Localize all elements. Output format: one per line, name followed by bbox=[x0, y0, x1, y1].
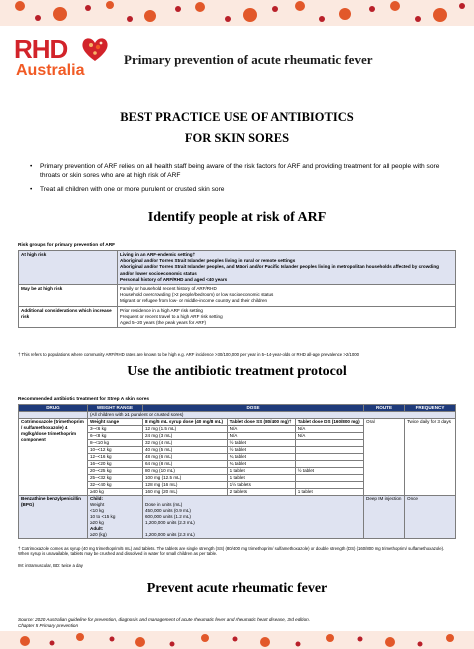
cell-weight: 10–<12 kg bbox=[88, 447, 143, 454]
risk-groups-table bbox=[18, 250, 456, 328]
cell-weight: 6–<8 kg bbox=[88, 433, 143, 440]
rhd-australia-logo bbox=[14, 34, 114, 80]
cell-ds: ½ tablet bbox=[295, 468, 363, 475]
table-header-row bbox=[19, 405, 456, 412]
risk-table-caption: Risk groups for primary prevention of ARF bbox=[18, 243, 116, 248]
cell-syrup: 24 mg (3 mL) bbox=[143, 433, 228, 440]
cell-weight: 3–<6 kg bbox=[88, 426, 143, 433]
cotrim-frequency: Twice daily for 3 days bbox=[405, 419, 456, 496]
bpg-weight-line: ≥20 kg bbox=[90, 520, 104, 525]
col-header-frequency: FREQUENCY bbox=[405, 405, 456, 412]
bpg-dose-line: Dose in units (mL) bbox=[145, 502, 183, 507]
cell-ss: 1 tablet bbox=[227, 475, 295, 482]
cell-weight: 20–<25 kg bbox=[88, 468, 143, 475]
table-row bbox=[19, 412, 456, 419]
cell-ds bbox=[295, 440, 363, 447]
risk-items bbox=[118, 285, 456, 307]
logo-text-australia: Australia bbox=[16, 62, 85, 79]
cell-ss: 1½ tablets bbox=[227, 482, 295, 489]
blank-cell bbox=[19, 412, 88, 419]
risk-item: Prior residence in a high ARF risk setting bbox=[120, 307, 203, 313]
risk-item: Frequent or recent travel to a high ARF risk setting bbox=[120, 313, 223, 319]
risk-table-footnote: † This refers to populations where community ARF/RHD rates are known to be high e.g. ARF incidence >30/100,000 per year in 5–14-year-olds or RHD all-age prevalence >2/1000 bbox=[18, 352, 359, 357]
cell-ss: ¾ tablet bbox=[227, 454, 295, 461]
section-heading-prevent: Prevent acute rheumatic fever bbox=[146, 581, 328, 596]
cell-syrup: 128 mg (16 mL) bbox=[143, 482, 228, 489]
table-row bbox=[19, 496, 456, 539]
cell-ss: 2 tablets bbox=[227, 489, 295, 496]
cell-ds: 1 tablet bbox=[295, 489, 363, 496]
cell-weight: ≥40 kg bbox=[88, 489, 143, 496]
cell-ss: ½ tablet bbox=[227, 447, 295, 454]
bpg-route: Deep IM injection bbox=[364, 496, 405, 539]
cell-ss: ½ tablet bbox=[227, 440, 295, 447]
antibiotic-table bbox=[18, 404, 456, 539]
section-heading-use: Use the antibiotic treatment protocol bbox=[127, 364, 347, 379]
risk-item: Aboriginal and/or Torres Strait Islander peoples living in rural or remote settings bbox=[120, 258, 296, 264]
col-header-dose: DOSE bbox=[143, 405, 364, 412]
bpg-weights bbox=[88, 496, 143, 539]
col-header-drug: DRUG bbox=[19, 405, 88, 412]
risk-item: Migrant or refugee from low- or middle-income country and their children bbox=[120, 298, 268, 304]
risk-item: Aged 5–20 years (the peak years for ARF) bbox=[120, 320, 207, 326]
cell-ss: N/A bbox=[227, 426, 295, 433]
bpg-frequency: Once bbox=[405, 496, 456, 539]
antibiotic-footnote: † Cotrimoxazole comes as syrup (40 mg trimethoprim/5 mL) and tablets. The tablets are single strength (SS) (80/400 mg trimethoprim/ sulfamethoxazole) or double strength (DS) (160/800 mg trimethoprim/ sulfamethoxazole). When syrup is unavailable, tablets may be crushed and dissolved in water for small children as per table. bbox=[18, 546, 445, 557]
cell-ds bbox=[295, 447, 363, 454]
bpg-weight-line: Child: bbox=[90, 496, 104, 501]
col-header-weight: WEIGHT RANGE bbox=[88, 405, 143, 412]
sub-header: Tablet dose SS (80/400 mg)† bbox=[227, 419, 295, 426]
risk-item: Family or household recent history of ARF/RHD bbox=[120, 286, 217, 292]
bpg-dose-line: 600,000 units (1.2 mL) bbox=[145, 514, 191, 519]
bullet-item: • Primary prevention of ARF relies on all health staff being aware of the risk factors for ARF and providing treatment for all people with sore throats or skin sores who are at high risk of ARF bbox=[30, 162, 458, 180]
risk-item: Living in an ARF-endemic setting† bbox=[120, 252, 196, 257]
cell-weight: 16–<20 kg bbox=[88, 461, 143, 468]
cell-ss: ¾ tablet bbox=[227, 461, 295, 468]
cell-syrup: 48 mg (6 mL) bbox=[143, 454, 228, 461]
bpg-weight-line: <10 kg bbox=[90, 508, 104, 513]
sub-header: Weight range bbox=[88, 419, 143, 426]
table-row bbox=[19, 285, 456, 307]
page-title: Primary prevention of acute rheumatic fever bbox=[124, 52, 373, 67]
heart-icon bbox=[80, 34, 110, 64]
decorative-dot-band-top bbox=[0, 0, 474, 26]
risk-items bbox=[118, 306, 456, 328]
risk-label: Additional considerations which increase risk bbox=[19, 306, 118, 328]
risk-label: May be at high risk bbox=[19, 285, 118, 307]
cotrim-route: Oral bbox=[364, 419, 405, 496]
source-line: Chapter 5 Primary prevention bbox=[18, 623, 79, 628]
risk-item: Personal history of ARF/RHD and aged <40 years bbox=[120, 276, 228, 282]
best-practice-title-line1: BEST PRACTICE USE OF ANTIBIOTICS bbox=[120, 110, 354, 124]
table-row bbox=[19, 306, 456, 328]
risk-item: Household overcrowding (>2 people/bedroom) or low socioeconomic status bbox=[120, 292, 274, 298]
risk-items bbox=[118, 251, 456, 285]
cell-weight: 12–<16 kg bbox=[88, 454, 143, 461]
bullet-item: • Treat all children with one or more purulent or crusted skin sore bbox=[30, 185, 458, 194]
table-row bbox=[19, 251, 456, 285]
cell-ds: N/A bbox=[295, 426, 363, 433]
bpg-dose-line: 1,200,000 units (2.3 mL) bbox=[145, 532, 195, 537]
source-citation bbox=[18, 617, 310, 629]
bpg-weight-line: Adult: bbox=[90, 526, 104, 531]
cell-syrup: 32 mg (4 mL) bbox=[143, 440, 228, 447]
cell-ds bbox=[295, 475, 363, 482]
cell-syrup: 40 mg (5 mL) bbox=[143, 447, 228, 454]
cell-syrup: 64 mg (8 mL) bbox=[143, 461, 228, 468]
source-line: Source: 2020 Australian guideline for prevention, diagnosis and management of acute rheumatic fever and rheumatic heart disease, 3rd edition. bbox=[18, 617, 310, 622]
drug-cotrimoxazole: Cotrimoxazole (trimethoprim / sulfamethoxazole) 4 mg/kg/dose trimethoprim component bbox=[19, 419, 88, 496]
cell-ds bbox=[295, 454, 363, 461]
cell-ds bbox=[295, 461, 363, 468]
child-note: (All children with ≥1 purulent or crusted sores) bbox=[88, 412, 456, 419]
bpg-weight-line: ≥20 (kg) bbox=[90, 532, 107, 537]
cell-syrup: 80 mg (10 mL) bbox=[143, 468, 228, 475]
bpg-dose-line: 450,000 units (0.9 mL) bbox=[145, 508, 191, 513]
table-row bbox=[19, 419, 456, 426]
cell-syrup: 12 mg (1.5 mL) bbox=[143, 426, 228, 433]
cell-ds: N/A bbox=[295, 433, 363, 440]
sub-header: 8 mg/5 mL syrup dose (40 mg/8 mL) bbox=[143, 419, 228, 426]
cell-weight: 8–<10 kg bbox=[88, 440, 143, 447]
antibiotic-table-caption: Recommended antibiotic treatment for Strep A skin sores bbox=[18, 397, 150, 402]
drug-bpg: Benzathine benzylpenicillin (BPG) bbox=[19, 496, 88, 539]
risk-item: Aboriginal and/or Torres Strait Islander peoples, and Māori and/or Pacific Islander peoples living in metropolitan households affected by crowding and/or lower socioeconomic status bbox=[120, 264, 439, 276]
best-practice-title-line2: FOR SKIN SORES bbox=[184, 131, 290, 145]
bpg-dose-line: 1,200,000 units (2.3 mL) bbox=[145, 520, 195, 525]
abbreviations-note: IM: intramuscular, BD: twice a day bbox=[18, 563, 83, 568]
risk-label: At high risk bbox=[19, 251, 118, 285]
section-heading-identify: Identify people at risk of ARF bbox=[147, 210, 327, 225]
cell-syrup: 100 mg (12.5 mL) bbox=[143, 475, 228, 482]
bpg-weight-line: Weight bbox=[90, 502, 105, 507]
logo-text-rhd: RHD bbox=[14, 34, 68, 64]
cell-weight: 32–<40 kg bbox=[88, 482, 143, 489]
bpg-weight-line: 10 to <15 kg bbox=[90, 514, 116, 519]
bpg-doses bbox=[143, 496, 364, 539]
cell-ss: N/A bbox=[227, 433, 295, 440]
sub-header: Tablet dose DS (160/800 mg) bbox=[295, 419, 363, 426]
col-header-route: ROUTE bbox=[364, 405, 405, 412]
cell-syrup: 160 mg (20 mL) bbox=[143, 489, 228, 496]
bullet-list bbox=[30, 162, 458, 199]
cell-ss: 1 tablet bbox=[227, 468, 295, 475]
decorative-dot-band-bottom bbox=[0, 631, 474, 649]
cell-ds bbox=[295, 482, 363, 489]
cell-weight: 25–<32 kg bbox=[88, 475, 143, 482]
